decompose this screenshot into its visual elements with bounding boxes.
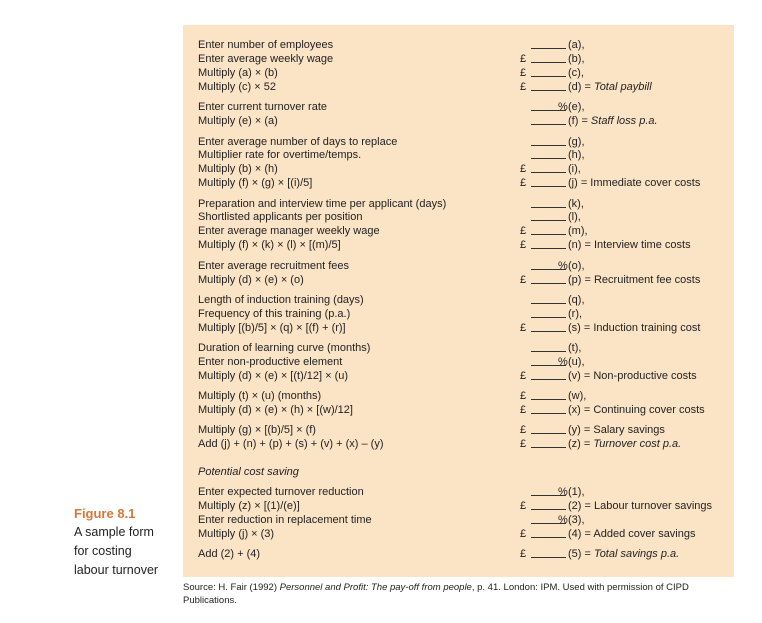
form-row	[183, 52, 734, 66]
form-row	[183, 547, 734, 561]
form-row	[183, 38, 734, 52]
result-label	[568, 197, 584, 211]
pound-sign: £	[520, 528, 527, 540]
percent-sign: %	[558, 514, 568, 526]
result-text: (f) =	[568, 115, 591, 127]
form-row	[183, 148, 734, 162]
form-row-label: Multiply (z) × [(1)/(e)]	[198, 500, 300, 512]
source-note	[183, 581, 743, 607]
blank-field[interactable]	[531, 162, 566, 173]
form-row	[183, 176, 734, 190]
result-label	[568, 423, 665, 437]
form-row	[183, 259, 734, 273]
result-italic-text: Total paybill	[593, 81, 652, 93]
blank-field[interactable]	[531, 307, 566, 318]
form-row-label: Preparation and interview time per applicant (days)	[198, 198, 447, 210]
blank-field[interactable]	[531, 321, 566, 332]
blank-field[interactable]	[531, 369, 566, 380]
result-text: (g),	[568, 136, 585, 148]
result-text: (1),	[568, 486, 585, 498]
form-row-label: Enter expected turnover reduction	[198, 486, 364, 498]
blank-field[interactable]	[531, 135, 566, 146]
source-title: Personnel and Profit: The pay-off from people	[279, 582, 472, 593]
result-text: (i),	[568, 163, 581, 175]
blank-field[interactable]	[531, 499, 566, 510]
result-label	[568, 437, 681, 451]
percent-sign: %	[558, 356, 568, 368]
pound-sign: £	[520, 67, 527, 79]
pound-sign: £	[520, 390, 527, 402]
form-row-label: Add (2) + (4)	[198, 548, 261, 560]
result-label	[568, 148, 585, 162]
form-row	[183, 499, 734, 513]
result-text: (o),	[568, 260, 585, 272]
result-label	[568, 100, 585, 114]
form-row	[183, 135, 734, 149]
form-row-label: Multiply (d) × (e) × (o)	[198, 274, 304, 286]
result-text: (x) = Continuing cover costs	[568, 404, 705, 416]
form-row	[183, 321, 734, 335]
form-row-label: Frequency of this training (p.a.)	[198, 308, 351, 320]
form-row	[183, 369, 734, 383]
form-row-label: Enter average manager weekly wage	[198, 225, 380, 237]
result-label	[568, 176, 700, 190]
pound-sign: £	[520, 404, 527, 416]
form-row	[183, 341, 734, 355]
blank-field[interactable]	[531, 224, 566, 235]
result-text: (r),	[568, 308, 583, 320]
form-row	[183, 527, 734, 541]
form-row	[183, 100, 734, 114]
form-row-label: Multiply (d) × (e) × (h) × [(w)/12]	[198, 404, 353, 416]
result-text: (a),	[568, 39, 585, 51]
form-row	[183, 307, 734, 321]
result-label	[568, 499, 712, 513]
form-row	[183, 389, 734, 403]
result-label	[568, 66, 584, 80]
form-row	[183, 114, 734, 128]
result-italic-text: Staff loss p.a.	[590, 115, 658, 127]
result-text: (3),	[568, 514, 585, 526]
result-label	[568, 513, 585, 527]
form-row	[183, 423, 734, 437]
result-text: (h),	[568, 149, 585, 161]
form-row-label: Multiplier rate for overtime/temps.	[198, 149, 362, 161]
result-text: (q),	[568, 294, 585, 306]
form-row-label: Multiply (t) × (u) (months)	[198, 390, 322, 402]
result-label	[568, 369, 697, 383]
result-text: (y) = Salary savings	[568, 424, 665, 436]
form-row-label: Add (j) + (n) + (p) + (s) + (v) + (x) – (y)	[198, 438, 384, 450]
form-row	[183, 210, 734, 224]
result-label	[568, 293, 585, 307]
result-label	[568, 114, 658, 128]
blank-field[interactable]	[531, 197, 566, 208]
form-row-label: Multiply (g) × [(b)/5] × (f)	[198, 424, 316, 436]
blank-field[interactable]	[531, 423, 566, 434]
form-row-label: Multiply (d) × (e) × [(t)/12] × (u)	[198, 370, 349, 382]
source-prefix: Source: H. Fair (1992)	[183, 582, 280, 593]
blank-field[interactable]	[531, 437, 566, 448]
form-row-label: Enter number of employees	[198, 39, 334, 51]
result-label	[568, 355, 585, 369]
form-row-label: Multiply (c) × 52	[198, 81, 276, 93]
blank-field[interactable]	[531, 66, 566, 77]
form-row-label: Enter current turnover rate	[198, 101, 328, 113]
result-italic-text: Turnover cost p.a.	[593, 438, 682, 450]
form-row	[183, 80, 734, 94]
caption-line: A sample form	[74, 525, 154, 539]
source-suffix: , p. 41. London: IPM. Used with permission of CIPD Publications.	[183, 582, 689, 606]
result-text: (d) =	[568, 81, 594, 93]
result-text: (c),	[568, 67, 584, 79]
blank-field[interactable]	[531, 38, 566, 49]
result-text: (m),	[568, 225, 588, 237]
form-row	[183, 224, 734, 238]
result-text: (j) = Immediate cover costs	[568, 177, 701, 189]
form-row-label: Multiply [(b)/5] × (q) × [(f) + (r)]	[198, 322, 346, 334]
form-row	[183, 273, 734, 287]
form-row-label: Multiply (f) × (k) × (l) × [(m)/5]	[198, 239, 341, 251]
percent-sign: %	[558, 486, 568, 498]
blank-field[interactable]	[531, 210, 566, 221]
result-text: (v) = Non-productive costs	[568, 370, 697, 382]
pound-sign: £	[520, 225, 527, 237]
form-row-label: Multiply (e) × (a)	[198, 115, 278, 127]
pound-sign: £	[520, 53, 527, 65]
result-text: (t),	[568, 342, 582, 354]
form-row-label: Enter non-productive element	[198, 356, 343, 368]
result-text: (2) = Labour turnover savings	[568, 500, 712, 512]
result-label	[568, 210, 581, 224]
form-row	[183, 485, 734, 499]
form-row	[183, 162, 734, 176]
form-row	[183, 197, 734, 211]
pound-sign: £	[520, 322, 527, 334]
result-label	[568, 135, 585, 149]
result-label	[568, 341, 581, 355]
result-label	[568, 321, 700, 335]
blank-field[interactable]	[531, 114, 566, 125]
form-row	[183, 238, 734, 252]
result-label	[568, 238, 691, 252]
result-label	[568, 162, 581, 176]
result-text: (4) = Added cover savings	[568, 528, 696, 540]
form-row	[183, 66, 734, 80]
result-text: (e),	[568, 101, 585, 113]
result-label	[568, 389, 586, 403]
form-row-label: Length of induction training (days)	[198, 294, 364, 306]
percent-sign: %	[558, 260, 568, 272]
percent-sign: %	[558, 101, 568, 113]
result-label	[568, 403, 705, 417]
blank-field[interactable]	[531, 80, 566, 91]
result-text: (u),	[568, 356, 585, 368]
pound-sign: £	[520, 177, 527, 189]
form-row-label: Multiply (a) × (b)	[198, 67, 278, 79]
form-row-label: Enter average recruitment fees	[198, 260, 350, 272]
result-text: (s) = Induction training cost	[568, 322, 701, 334]
result-label	[568, 485, 585, 499]
blank-field[interactable]	[531, 341, 566, 352]
blank-field[interactable]	[531, 293, 566, 304]
blank-field[interactable]	[531, 148, 566, 159]
blank-field[interactable]	[531, 527, 566, 538]
result-label	[568, 307, 582, 321]
pound-sign: £	[520, 274, 527, 286]
result-text: (l),	[568, 211, 581, 223]
pound-sign: £	[520, 239, 527, 251]
blank-field[interactable]	[531, 52, 566, 63]
pound-sign: £	[520, 548, 527, 560]
form-row	[183, 403, 734, 417]
result-text: (p) = Recruitment fee costs	[568, 274, 701, 286]
result-text: (k),	[568, 198, 584, 210]
form-row-label: Multiply (b) × (h)	[198, 163, 278, 175]
figure-caption	[74, 523, 174, 580]
result-label	[568, 547, 679, 561]
form-row	[183, 437, 734, 451]
result-text: (w),	[568, 390, 587, 402]
blank-field[interactable]	[531, 273, 566, 284]
form-row-label: Shortlisted applicants per position	[198, 211, 363, 223]
form-row	[183, 293, 734, 307]
result-text: (z) =	[568, 438, 594, 450]
result-italic-text: Total savings p.a.	[593, 548, 680, 560]
blank-field[interactable]	[531, 403, 566, 414]
result-label	[568, 259, 585, 273]
form-row-label: Duration of learning curve (months)	[198, 342, 371, 354]
result-text: (b),	[568, 53, 585, 65]
result-text: (5) =	[568, 548, 594, 560]
form-row-label: Potential cost saving	[198, 466, 299, 478]
blank-field[interactable]	[531, 547, 566, 558]
form-row	[183, 355, 734, 369]
pound-sign: £	[520, 500, 527, 512]
result-label	[568, 224, 588, 238]
figure-number: Figure 8.1	[74, 506, 136, 521]
result-label	[568, 273, 700, 287]
form-row	[183, 465, 734, 479]
blank-field[interactable]	[531, 176, 566, 187]
form-row-label: Enter average number of days to replace	[198, 136, 398, 148]
caption-line: for costing	[74, 544, 132, 558]
result-label	[568, 52, 585, 66]
result-label	[568, 527, 696, 541]
form-row-label: Enter average weekly wage	[198, 53, 334, 65]
result-label	[568, 38, 585, 52]
form-row-label: Multiply (j) × (3)	[198, 528, 275, 540]
form-row-label: Multiply (f) × (g) × [(i)/5]	[198, 177, 313, 189]
pound-sign: £	[520, 163, 527, 175]
form-row-label: Enter reduction in replacement time	[198, 514, 372, 526]
form-panel	[183, 25, 734, 577]
pound-sign: £	[520, 424, 527, 436]
blank-field[interactable]	[531, 389, 566, 400]
result-label	[568, 80, 652, 94]
result-text: (n) = Interview time costs	[568, 239, 691, 251]
pound-sign: £	[520, 81, 527, 93]
blank-field[interactable]	[531, 238, 566, 249]
caption-line: labour turnover	[74, 563, 159, 577]
form-row	[183, 513, 734, 527]
pound-sign: £	[520, 370, 527, 382]
pound-sign: £	[520, 438, 527, 450]
